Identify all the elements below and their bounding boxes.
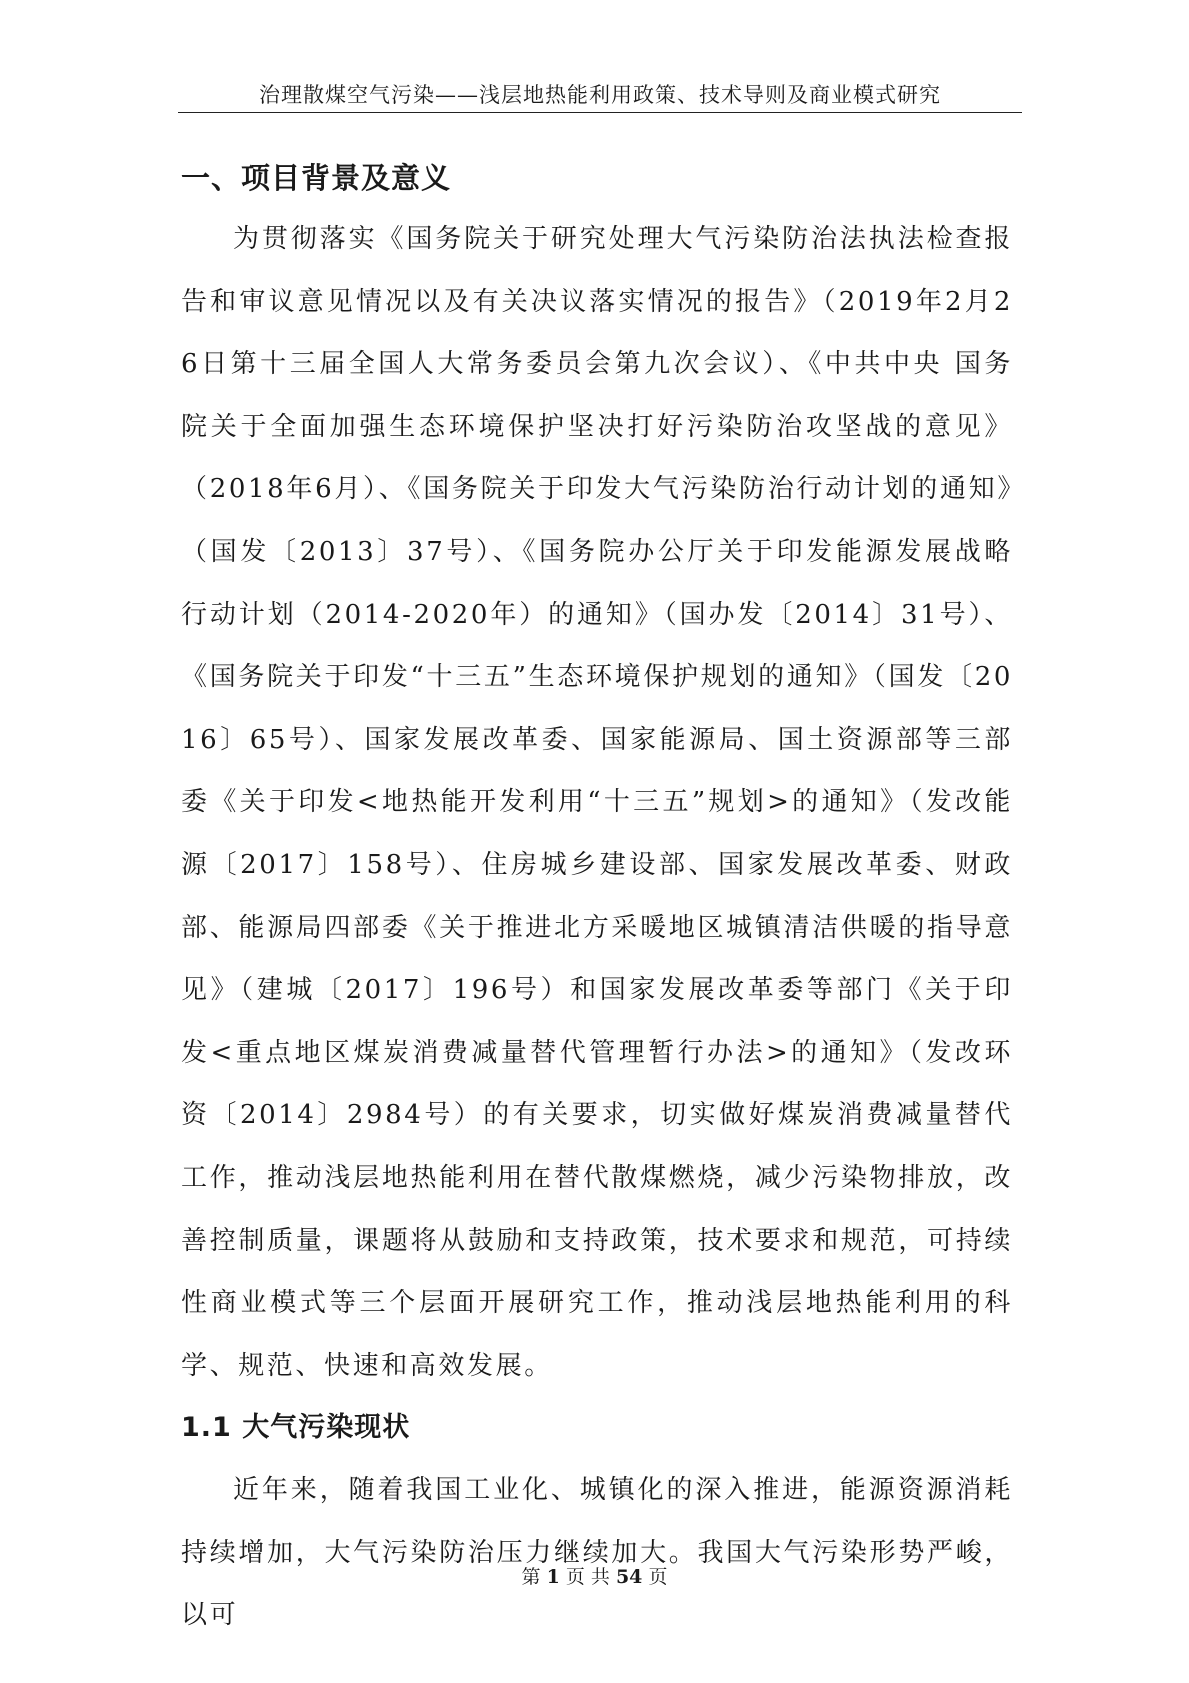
page-body: [181, 148, 1013, 1647]
subsection-heading: 1.1 大气污染现状: [181, 1412, 411, 1444]
background-paragraph: 为贯彻落实《国务院关于研究处理大气污染防治法执法检查报告和审议意见情况以及有关决议落实情况的报告》（2019年2月26日第十三届全国人大常务委员会第九次会议）、《中共中央 国务院关于全面加强生态环境保护坚决打好污染防治攻坚战的意见》（2018年6月）、《国务院关于印发大气污染防治行动计划的通知》（国发〔2013〕37号）、《国务院办公厅关于印发能源发展战略行动计划（2014-2020年）的通知》（国办发〔2014〕31号）、《国务院关于印发“十三五”生态环境保护规划的通知》（国发〔2016〕65号）、国家发展改革委、国家能源局、国土资源部等三部委《关于印发<地热能开发利用“十三五”规划>的通知》（发改能源〔2017〕158号）、住房城乡建设部、国家发展改革委、财政部、能源局四部委《关于推进北方采暖地区城镇清洁供暖的指导意见》（建城〔2017〕196号）和国家发展改革委等部门《关于印发<重点地区煤炭消费减量替代管理暂行办法>的通知》（发改环资〔2014〕2984号）的有关要求，切实做好煤炭消费减量替代工作，推动浅层地热能利用在替代散煤燃烧，减少污染物排放，改善控制质量，课题将从鼓励和支持政策，技术要求和规范，可持续性商业模式等三个层面开展研究工作，推动浅层地热能利用的科学、规范、快速和高效发展。: [181, 224, 1013, 1381]
air-pollution-paragraph: 近年来，随着我国工业化、城镇化的深入推进，能源资源消耗持续增加，大气污染防治压力继续加大。我国大气污染形势严峻，以可: [181, 1475, 1013, 1631]
running-header-title: 治理散煤空气污染——浅层地热能利用政策、技术导则及商业模式研究: [259, 83, 941, 107]
header-divider: [178, 112, 1022, 113]
footer-middle: 页 共: [565, 1566, 610, 1588]
page-footer: [0, 1564, 1189, 1590]
footer-suffix: 页: [648, 1566, 668, 1588]
page-number: 1: [546, 1566, 560, 1588]
total-pages: 54: [615, 1566, 643, 1588]
section-heading: 一、项目背景及意义: [181, 161, 452, 195]
footer-prefix: 第: [521, 1566, 541, 1588]
